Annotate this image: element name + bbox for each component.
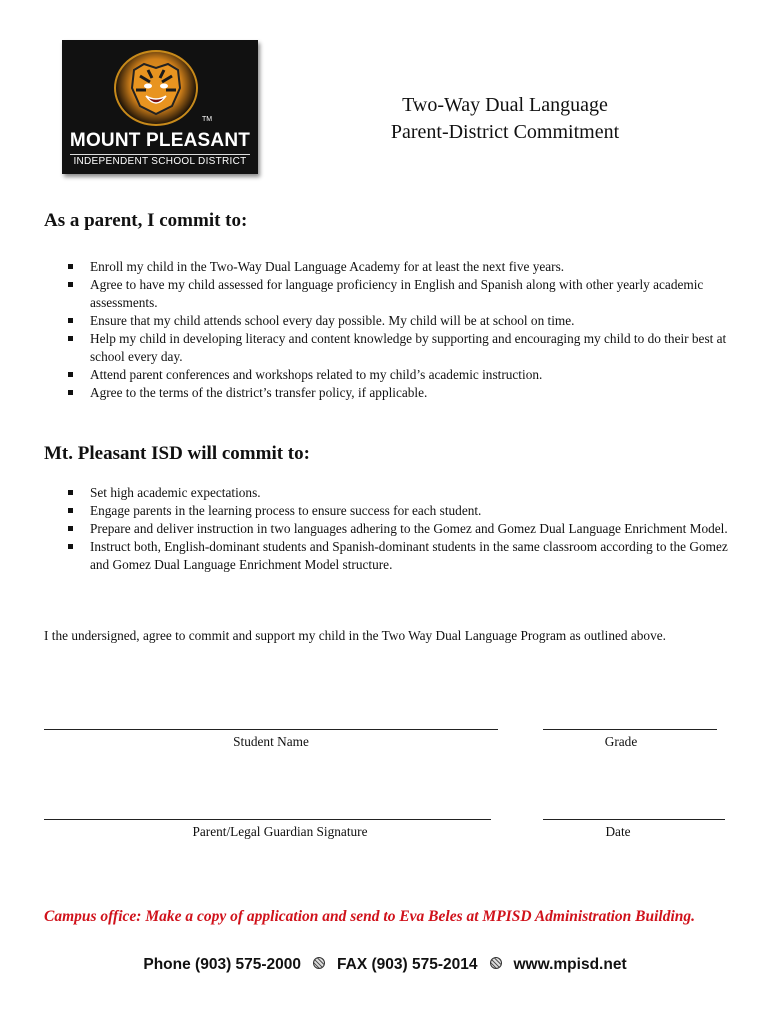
trademark: TM bbox=[202, 116, 213, 123]
agreement-text: I the undersigned, agree to commit and support my child in the Two Way Dual Language Program as outlined above. bbox=[44, 628, 666, 643]
list-item: Instruct both, English-dominant students and Spanish-dominant students in the same classroom according to the Gomez and Gomez Dual Language Enrichment Model structure. bbox=[44, 538, 734, 574]
district-logo bbox=[62, 40, 258, 174]
list-item: Ensure that my child attends school every day possible. My child will be at school on time. bbox=[44, 312, 734, 330]
tiger-emblem-icon bbox=[114, 50, 198, 126]
list-item: Engage parents in the learning process to ensure success for each student. bbox=[44, 502, 734, 520]
list-item: Agree to the terms of the district’s transfer policy, if applicable. bbox=[44, 384, 734, 402]
title-line-1: Two-Way Dual Language bbox=[402, 94, 608, 116]
date-label: Date bbox=[605, 824, 631, 839]
bullet-separator-icon bbox=[313, 957, 325, 969]
campus-office-note: Campus office: Make a copy of application and send to Eva Beles at MPISD Administration Building. bbox=[44, 908, 696, 925]
parent-signature-line[interactable] bbox=[44, 819, 491, 820]
logo-subtitle: INDEPENDENT SCHOOL DISTRICT bbox=[73, 156, 247, 167]
list-item: Enroll my child in the Two-Way Dual Language Academy for at least the next five years. bbox=[44, 258, 734, 276]
grade-label: Grade bbox=[604, 734, 638, 749]
parent-commitment-list bbox=[44, 258, 734, 402]
logo-divider bbox=[70, 154, 250, 155]
phone-number: Phone (903) 575-2000 bbox=[143, 956, 302, 973]
district-section-heading: Mt. Pleasant ISD will commit to: bbox=[44, 443, 310, 464]
website-link[interactable]: www.mpisd.net bbox=[513, 956, 627, 973]
contact-footer bbox=[0, 956, 770, 974]
student-name-line[interactable] bbox=[44, 729, 498, 730]
logo-name: MOUNT PLEASANT bbox=[69, 130, 251, 151]
page-title bbox=[330, 92, 680, 146]
fax-number: FAX (903) 575-2014 bbox=[337, 956, 478, 973]
list-item: Help my child in developing literacy and content knowledge by supporting and encouraging my child to do their best at school every day. bbox=[44, 330, 734, 366]
list-item: Agree to have my child assessed for language proficiency in English and Spanish along with other yearly academic assessments. bbox=[44, 276, 734, 312]
parent-signature-label: Parent/Legal Guardian Signature bbox=[192, 824, 368, 839]
grade-line[interactable] bbox=[543, 729, 717, 730]
list-item: Attend parent conferences and workshops related to my child’s academic instruction. bbox=[44, 366, 734, 384]
district-commitment-list bbox=[44, 484, 734, 574]
list-item: Prepare and deliver instruction in two languages adhering to the Gomez and Gomez Dual Language Enrichment Model. bbox=[44, 520, 734, 538]
bullet-separator-icon bbox=[490, 957, 502, 969]
list-item: Set high academic expectations. bbox=[44, 484, 734, 502]
student-name-label: Student Name bbox=[233, 734, 309, 749]
date-line[interactable] bbox=[543, 819, 725, 820]
title-line-2: Parent-District Commitment bbox=[390, 121, 620, 143]
parent-section-heading: As a parent, I commit to: bbox=[44, 210, 248, 231]
